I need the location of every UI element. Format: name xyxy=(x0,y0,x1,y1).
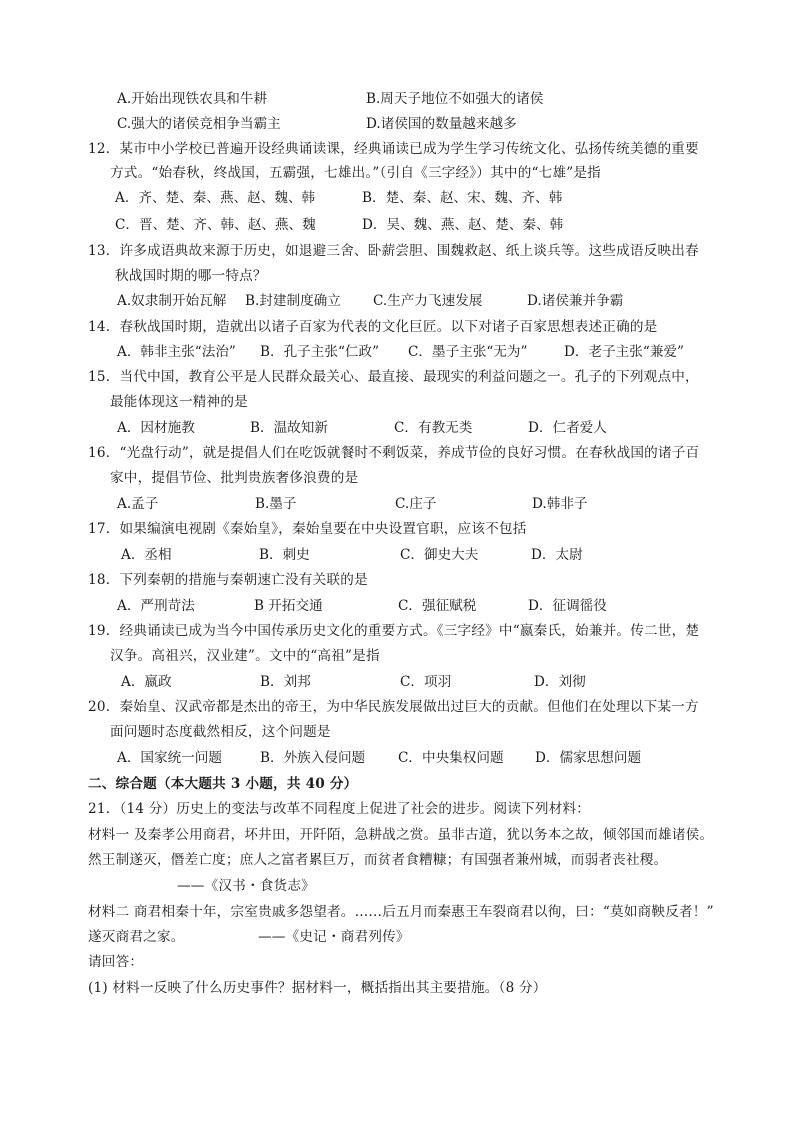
q18-option-b: B 开拓交通 xyxy=(254,598,323,614)
q12-option-c: C．晋、楚、齐、韩、赵、燕、魏 xyxy=(115,217,316,233)
q20-option-b: B．外族入侵问题 xyxy=(260,750,366,766)
q19-option-d: D．刘彻 xyxy=(534,674,586,690)
q14-option-a: A．韩非主张“法治” xyxy=(117,344,236,360)
q18-option-a: A．严刑苛法 xyxy=(117,598,195,614)
q12-option-a: A．齐、楚、秦、燕、赵、魏、韩 xyxy=(115,190,316,206)
q13-option-a: A.奴隶制开始瓦解 xyxy=(117,293,227,309)
q19-option-b: B．刘邦 xyxy=(260,674,311,690)
q13-option-b: B.封建制度确立 xyxy=(245,293,341,309)
q19-stem-line2: 汉争。高祖兴，汉业建”。文中的“高祖”是指 xyxy=(110,648,380,664)
q21-material2-line1: 材料二 商君相秦十年，宗室贵戚多怨望者。……后五月而秦惠王车裂商君以徇，曰：“莫如商鞅反者！” xyxy=(88,904,714,920)
q17-option-d: D．太尉 xyxy=(531,547,583,563)
q21-material1-line1: 材料一 及秦孝公用商君，坏井田，开阡陌，急耕战之赏。虽非古道，犹以务本之故，倾邻国而雄诸侯。 xyxy=(88,827,714,843)
q19-option-c: C．项羽 xyxy=(400,674,452,690)
q20-stem-line1: 20．秦始皇、汉武帝都是杰出的帝王，为中华民族发展做出过巨大的贡献。但他们在处理以下某一方 xyxy=(88,699,699,715)
q21-material1-source: ——《汉书・食货志》 xyxy=(177,878,315,894)
q16-stem-line1: 16．“光盘行动”，就是提倡人们在吃饭就餐时不剩饭菜，养成节俭的良好习惯。在春秋战国的诸子百 xyxy=(88,445,700,461)
q14-option-d: D．老子主张“兼爱” xyxy=(564,344,684,360)
q15-option-d: D．仁者爱人 xyxy=(528,420,607,436)
q21-subquestion-1: (1) 材料一反映了什么历史事件？据材料一，概括指出其主要措施。（8 分） xyxy=(88,980,547,996)
q20-option-a: A．国家统一问题 xyxy=(117,750,222,766)
q12-stem-line2: 方式。“始春秋，终战国，五霸强，七雄出。”（引自《三字经》）其中的“七雄”是指 xyxy=(110,165,601,181)
q16-option-d: D.韩非子 xyxy=(532,496,588,512)
q13-stem-line1: 13．许多成语典故来源于历史，如退避三舍、卧薪尝胆、围魏救赵、纸上谈兵等。这些成语反映出春 xyxy=(88,243,699,259)
q11-option-a: A.开始出现铁农具和牛耕 xyxy=(117,91,268,107)
q15-stem-line1: 15．当代中国，教育公平是人民群众最关心、最直接、最现实的利益问题之一。孔子的下列观点中， xyxy=(88,369,699,385)
q16-stem-line2: 家中，提倡节俭、批判贵族奢侈浪费的是 xyxy=(110,470,359,486)
q14-stem: 14．春秋战国时期，造就出以诸子百家为代表的文化巨匠。以下对诸子百家思想表述正确的是 xyxy=(88,319,658,335)
q16-option-c: C.庄子 xyxy=(395,496,437,512)
q21-intro: 21．（14 分）历史上的变法与改革不同程度上促进了社会的进步。阅读下列材料： xyxy=(88,801,591,817)
q17-option-b: B．刺史 xyxy=(259,547,310,563)
q12-option-d: D．吴、魏、燕、赵、楚、秦、韩 xyxy=(362,217,564,233)
q12-option-b: B．楚、秦、赵、宋、魏、齐、韩 xyxy=(362,190,563,206)
q15-option-a: A．因材施教 xyxy=(117,420,195,436)
q15-option-b: B．温故知新 xyxy=(250,420,328,436)
q17-option-c: C．御史大夫 xyxy=(400,547,479,563)
q13-option-d: D.诸侯兼并争霸 xyxy=(527,293,624,309)
q19-option-a: A．嬴政 xyxy=(121,674,172,690)
q14-option-c: C．墨子主张“无为” xyxy=(408,344,528,360)
q14-option-b: B．孔子主张“仁政” xyxy=(260,344,380,360)
q17-stem: 17．如果编演电视剧《秦始皇》，秦始皇要在中央设置官职，应该不包括 xyxy=(88,521,527,537)
q13-option-c: C.生产力飞速发展 xyxy=(373,293,483,309)
q18-stem: 18．下列秦朝的措施与秦朝速亡没有关联的是 xyxy=(88,572,368,588)
q11-option-b: B.周天子地位不如强大的诸侯 xyxy=(366,91,544,107)
q11-option-c: C.强大的诸侯竞相争当霸主 xyxy=(117,116,281,132)
section-heading: 二、综合题（本大题共 3 小题，共 40 分） xyxy=(88,776,358,792)
q15-option-c: C．有教无类 xyxy=(394,420,473,436)
q21-material2-source: ——《史记・商君列传》 xyxy=(258,929,410,945)
q21-prompt: 请回答： xyxy=(88,954,144,970)
q20-option-c: C．中央集权问题 xyxy=(398,750,504,766)
q21-material2-line2: 遂灭商君之家。 xyxy=(88,929,185,945)
q18-option-c: C．强征赋税 xyxy=(398,598,477,614)
q13-stem-line2: 秋战国时期的哪一特点？ xyxy=(115,268,267,284)
q21-material1-line2: 然王制遂灭，僭差亡度；庶人之富者累巨万，而贫者食糟糠；有国强者兼州城，而弱者丧社稷。 xyxy=(88,852,668,868)
q16-option-a: A.孟子 xyxy=(117,496,159,512)
q16-option-b: B.墨子 xyxy=(255,496,297,512)
q18-option-d: D．征调徭役 xyxy=(528,598,607,614)
q19-stem-line1: 19．经典诵读已成为当今中国传承历史文化的重要方式。《三字经》中“嬴秦氏，始兼并。传二世，楚 xyxy=(88,623,700,639)
q20-option-d: D．儒家思想问题 xyxy=(535,750,642,766)
q15-stem-line2: 最能体现这一精神的是 xyxy=(110,394,248,410)
q17-option-a: A．丞相 xyxy=(121,547,172,563)
q11-option-d: D.诸侯国的数量越来越多 xyxy=(366,116,517,132)
q20-stem-line2: 面问题时态度截然相反，这个问题是 xyxy=(110,724,331,740)
q12-stem-line1: 12．某市中小学校已普遍开设经典诵读课，经典诵读已成为学生学习传统文化、弘扬传统美德的重要 xyxy=(88,141,699,157)
